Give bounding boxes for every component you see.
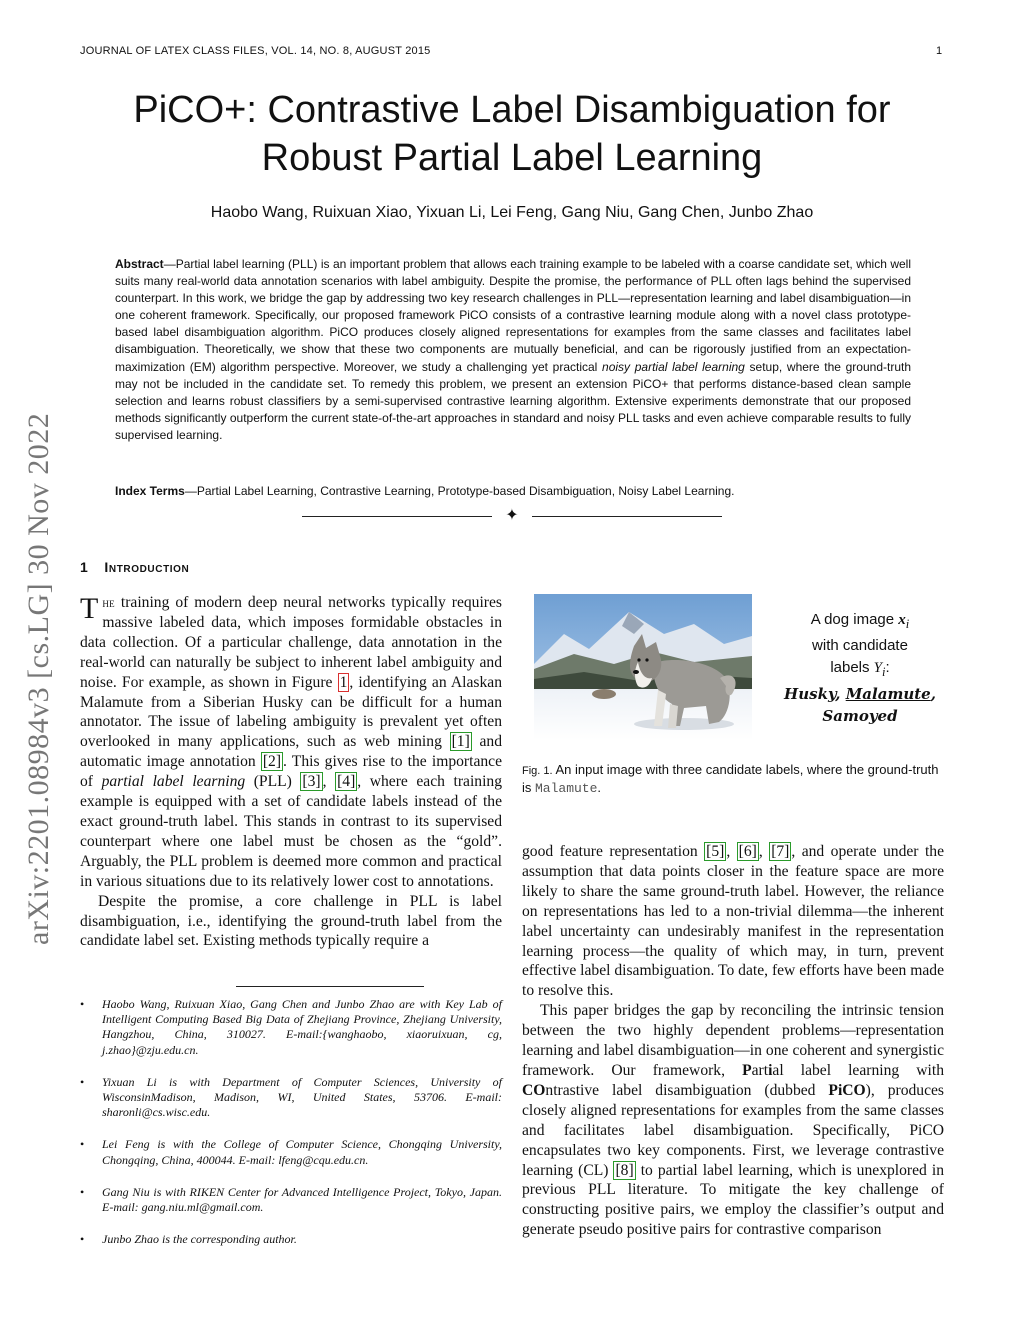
annotation-line-3	[760, 657, 960, 683]
section-heading	[80, 559, 189, 575]
section-title: Introduction	[104, 559, 190, 575]
footnote-text: Gang Niu is with RIKEN Center for Advanced Intelligence Project, Tokyo, Japan. E-mail: gang.niu.ml@gmail.com.	[102, 1184, 502, 1215]
intro-left-column	[80, 593, 502, 951]
dog-photo	[534, 594, 752, 740]
candidate-labels-2	[760, 705, 960, 727]
bullet-icon: •	[80, 1232, 85, 1247]
intro-paragraph-1	[80, 593, 502, 892]
body-text: ,	[726, 843, 737, 860]
label-husky: Husky	[784, 685, 836, 703]
label-separator: ,	[835, 685, 846, 703]
label-malamute: Malamute	[845, 685, 931, 703]
body-text: art	[751, 1061, 769, 1079]
citation-link[interactable]: [1]	[451, 733, 470, 751]
body-text: ), produces closely aligned representations for examples from the same classes and facilitates label disambiguation. Specifically, PiCO encapsulates two key components. First, we leverage contrastive learning (CL)	[522, 1081, 944, 1179]
footnote-text: Lei Feng is with the College of Computer Science, Chongqing University, Chongqing, China, 400044. E-mail: lfeng@cqu.edu.cn.	[102, 1137, 502, 1167]
figure-annotation	[760, 609, 960, 727]
body-text: ,	[758, 843, 770, 860]
figure-label: Fig. 1.	[522, 765, 553, 777]
annotation-colon: :	[885, 659, 890, 676]
bold-letter: P	[742, 1061, 752, 1079]
label-separator: ,	[930, 685, 936, 703]
intro-text: , where each training example is equipped with a set of candidate labels instead of the exact ground-truth label. This stands in contrast to its supervised counterpart where one label must be chosen as the “gold”. Arguably, the PLL problem is deemed more common and practical in various situations due to its relatively lower cost to annotations.	[80, 773, 503, 890]
right-paragraph-1	[522, 842, 944, 1001]
abstract-text-2: setup, where the ground-truth may not be included in the candidate set. To remedy this problem, we present an extension PiCO+ that performs distance-based clean sample selection and learns robust classifiers by a semi-supervised contrastive learning algorithm. Extensive experiments demonstrate that our proposed methods significantly outperform the current state-of-the-art approaches in standard and noisy PLL tasks and even achieve comparable results to fully supervised learning.	[115, 359, 912, 442]
footnote-item	[80, 1185, 502, 1215]
abstract-text-1: —Partial label learning (PLL) is an important problem that allows each training example to be labeled with a coarse candidate set, which well suits many real-world data annotation scenarios with label ambiguity. Despite the promise, the performance of PLL often lags behind the supervised counterpart. In this work, we bridge the gap by addressing two key research challenges in PLL—representation learning and label disambiguation—in one coherent framework. Specifically, our proposed framework PiCO consists of a contrastive learning module along with a novel class prototype-based label disambiguation algorithm. PiCO produces closely aligned representations for examples from the same classes and facilitates label disambiguation. Theoretically, we show that these two components are mutually beneficial, and can be rigorously justified from an expectation-maximization (EM) algorithm perspective. Moreover, we study a challenging yet practical	[115, 257, 911, 374]
section-divider	[302, 507, 722, 527]
body-text: al label learning with	[772, 1061, 944, 1079]
body-text: This paper bridges the gap by reconciling the intrinsic tension between the two highly dependent problems—representation learning and label disambiguation—in one coherent and synergistic framework. Our framework,	[522, 1002, 944, 1079]
var-x: x	[898, 612, 906, 628]
citation-link[interactable]: [6]	[738, 843, 757, 860]
annotation-line-1	[760, 609, 960, 635]
figure-reference-link[interactable]: 1	[339, 673, 348, 691]
smallcaps-lead: he	[102, 595, 115, 610]
caption-text: An input image with three candidate labels, where the ground-truth is	[522, 762, 939, 795]
dog-photo-illustration	[534, 594, 752, 740]
section-number: 1	[80, 559, 89, 575]
citation-link[interactable]: [4]	[337, 773, 356, 791]
var-sub-i: i	[905, 617, 910, 631]
intro-text: . This gives rise to the importance of	[80, 753, 503, 791]
divider-star-icon: ✦	[505, 507, 519, 524]
bold-letter: i	[768, 1061, 773, 1079]
footnote-item	[80, 1137, 502, 1167]
intro-italic: partial label learning	[101, 773, 246, 791]
body-text: , and operate under the assumption that data points closer in the feature space are more likely to share the same ground-truth label. However, the reliance on representations has led to a non-trivial dilemma—the inherent label uncertainty can undesirably manifest in the representation learning process—the quality of which may, in turn, prevent effective label disambiguation. To date, few efforts have been made to resolve this.	[522, 843, 944, 1000]
intro-text: ,	[322, 773, 336, 791]
caption-mono: Malamute	[535, 780, 598, 796]
footnote-item	[80, 997, 502, 1058]
right-paragraph-2	[522, 1001, 944, 1240]
citation-link[interactable]: [5]	[706, 843, 725, 860]
annotation-text: A dog image	[810, 611, 899, 628]
footnote-text: Haobo Wang, Ruixuan Xiao, Gang Chen and Junbo Zhao are with Key Lab of Intelligent Computing Based Big Data of Zhejiang Province, Zhejiang University, Hangzhou, China, 310027. E-mail:{wanghaobo, xiaoruixuan, cg, j.zhao}@zju.edu.cn.	[102, 997, 502, 1057]
citation-link[interactable]: [7]	[771, 843, 790, 860]
footnote-item	[80, 1232, 502, 1247]
bullet-icon: •	[80, 1137, 85, 1152]
index-terms	[115, 483, 911, 500]
divider-line-right	[532, 516, 722, 517]
figure-caption	[522, 762, 944, 797]
citation-link[interactable]: [8]	[615, 1161, 634, 1179]
index-terms-text: —Partial Label Learning, Contrastive Learning, Prototype-based Disambiguation, Noisy Label Learning.	[184, 484, 735, 498]
footnote-rule	[236, 986, 424, 987]
intro-text: , identifying an Alaskan Malamute from a Siberian Husky can be difficult for a human annotator. The issue of labeling ambiguity is prevalent yet often overlooked in many applications, such as web mining	[80, 673, 502, 751]
annotation-text: labels	[830, 659, 874, 676]
abstract-italic: noisy partial label learning	[602, 359, 745, 374]
author-list: Haobo Wang, Ruixuan Xiao, Yixuan Li, Lei Feng, Gang Niu, Gang Chen, Junbo Zhao	[210, 204, 814, 221]
intro-text: and automatic image annotation	[80, 733, 502, 771]
var-sub-i: i	[882, 665, 886, 679]
label-samoyed: Samoyed	[822, 707, 898, 725]
var-y: Y	[873, 660, 883, 676]
title-line-1: PiCO+: Contrastive Label Disambiguation for	[133, 89, 891, 131]
bullet-icon: •	[80, 1184, 85, 1199]
paper-title	[60, 86, 964, 182]
abstract	[115, 256, 911, 444]
footnote-item	[80, 1075, 502, 1121]
body-text: ntrastive label disambiguation (dubbed	[545, 1081, 829, 1099]
citation-link[interactable]: [3]	[302, 773, 321, 791]
bullet-icon: •	[80, 1074, 85, 1089]
intro-text: training of modern deep neural networks typically requires massive labeled data, which imposes formidable obstacles in data collection. Of a particular challenge, data annotation in the real-world can naturally be subject to inherent label ambiguity and noise. For example, as shown in Figure	[80, 594, 502, 691]
citation-link[interactable]: [2]	[262, 753, 282, 771]
dropcap: T	[80, 592, 99, 625]
annotation-line-2: with candidate	[812, 637, 908, 654]
intro-text: (PLL)	[245, 773, 301, 791]
bold-name: PiCO	[828, 1081, 866, 1099]
footnote-text: Yixuan Li is with Department of Computer Sciences, University of WisconsinMadison, Madison, WI, United States, 53706. E-mail: sharonli@cs.wisc.edu.	[102, 1074, 502, 1120]
candidate-labels	[760, 683, 960, 705]
body-text: to partial label learning, which is unexplored in previous PLL literature. To mitigate the key challenge of constructing positive pairs, we employ the classifier’s output and generate pseudo positive pairs for contrastive comparison	[522, 1161, 944, 1239]
page-number: 1	[936, 45, 943, 57]
index-terms-label: Index Terms	[115, 484, 185, 498]
body-text: good feature representation	[522, 843, 705, 860]
arxiv-stamp: arXiv:2201.08984v3 [cs.LG] 30 Nov 2022	[22, 412, 55, 945]
intro-right-column	[522, 842, 944, 1240]
footnote-text: Junbo Zhao is the corresponding author.	[102, 1232, 297, 1247]
divider-line-left	[302, 516, 492, 517]
bold-letters: CO	[522, 1081, 546, 1099]
bullet-icon: •	[80, 997, 85, 1011]
affiliation-footnotes	[80, 997, 502, 1264]
abstract-label: Abstract	[115, 257, 164, 271]
running-head: JOURNAL OF LATEX CLASS FILES, VOL. 14, NO. 8, AUGUST 2015	[80, 45, 431, 57]
intro-paragraph-2: Despite the promise, a core challenge in PLL is label disambiguation, i.e., identifying the ground-truth label from the candidate label set. Existing methods typically require a	[80, 892, 502, 950]
caption-end: .	[597, 779, 602, 795]
title-line-2: Robust Partial Label Learning	[261, 137, 763, 179]
